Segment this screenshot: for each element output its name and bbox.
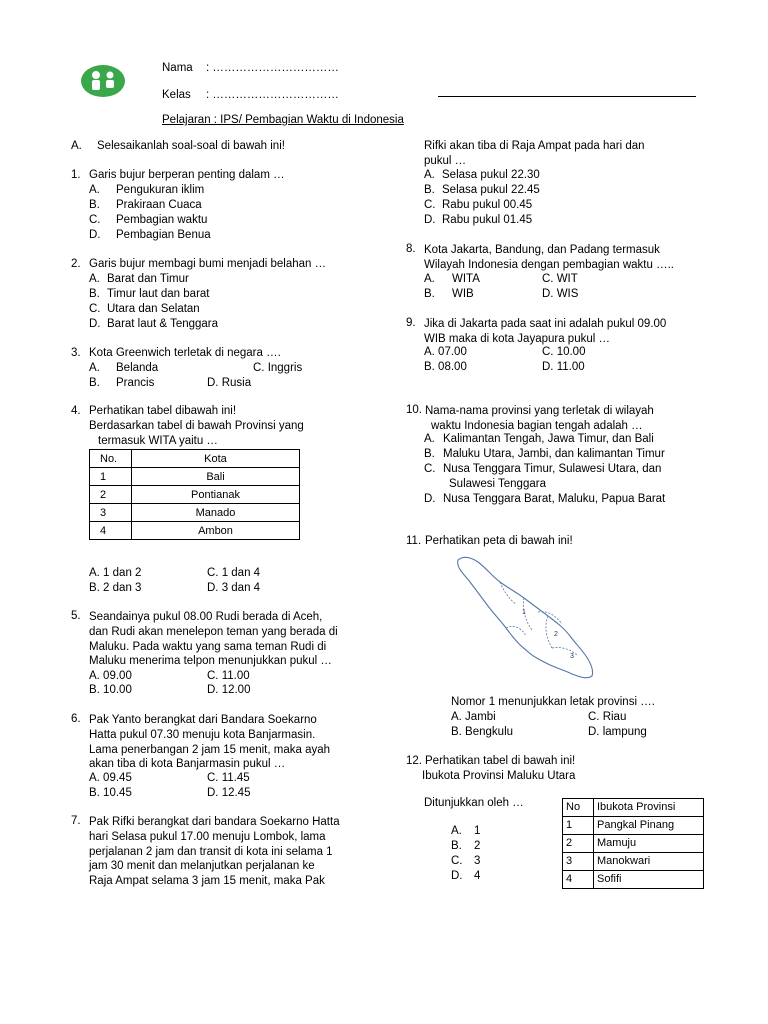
q2-option-key: A. (89, 273, 100, 285)
q5-line: Maluku menerima telpon menunjukkan pukul … (89, 655, 332, 668)
sumatra-map (452, 552, 602, 684)
q1-option-key: C. (89, 214, 101, 226)
q8-line: Wilayah Indonesia dengan pembagian waktu ….. (424, 258, 674, 271)
q12-subtitle: Ibukota Provinsi Maluku Utara (422, 770, 576, 782)
q2-option: Barat dan Timur (107, 273, 189, 285)
q5-option-a: A. 09.00 (89, 670, 132, 682)
q5-line: Seandainya pukul 08.00 Rudi berada di Aceh, (89, 611, 323, 623)
q3-option-d: D. Rusia (207, 377, 252, 389)
q12-ditunjukkan: Ditunjukkan oleh … (424, 797, 524, 809)
section-title: Selesaikanlah soal-soal di bawah ini! (97, 140, 285, 152)
q5-option-c: C. 11.00 (207, 670, 250, 682)
q12-option: 1 (474, 825, 481, 837)
q7-line: Pak Rifki berangkat dari bandara Soekarno Hatta (89, 816, 340, 828)
q4-cell-no: 3 (90, 504, 132, 522)
q4-option-d: D. 3 dan 4 (207, 582, 261, 594)
q11-option-a: A. Jambi (451, 711, 496, 723)
q7-line: hari Selasa pukul 17.00 menuju Lombok, lama (89, 830, 326, 843)
q9-line: WIB maka di kota Jayapura pukul … (424, 332, 610, 345)
map-label: 3 (570, 653, 574, 660)
q1-option-key: A. (89, 184, 100, 196)
q7-option-key: A. (424, 169, 435, 181)
q3-option-a: Belanda (116, 362, 159, 374)
q3-option-a-key: A. (89, 362, 100, 374)
q12-cell-ibukota: Pangkal Pinang (594, 817, 704, 835)
q10-number: 10. (406, 404, 422, 416)
q11-option-c: C. Riau (588, 711, 627, 723)
q10-option: Nusa Tenggara Barat, Maluku, Papua Barat (443, 493, 666, 505)
q4-line1: Perhatikan tabel dibawah ini! (89, 405, 237, 417)
q9-option-a: A. 07.00 (424, 346, 467, 358)
q7-option: Rabu pukul 00.45 (442, 199, 533, 211)
q10-option: Maluku Utara, Jambi, dan kalimantan Timur (443, 448, 665, 460)
q1-option: Pembagian waktu (116, 214, 208, 226)
q8-number: 8. (406, 243, 416, 255)
q10-option: Kalimantan Tengah, Jawa Timur, dan Bali (443, 433, 654, 445)
q1-option: Pembagian Benua (116, 229, 211, 241)
section-letter: A. (71, 140, 82, 152)
q6-line: Pak Yanto berangkat dari Bandara Soekarno (89, 714, 317, 726)
q12-option-key: C. (451, 855, 463, 867)
q12-option-key: B. (451, 840, 462, 852)
q12-cell-ibukota: Mamuju (594, 835, 704, 853)
q7-option: Rabu pukul 01.45 (442, 214, 533, 226)
q12-table (562, 798, 704, 889)
school-logo-icon (80, 64, 126, 98)
q5-option-d: D. 12.00 (207, 684, 251, 696)
q12-option: 2 (474, 840, 481, 852)
q12-cell-ibukota: Sofifi (594, 871, 704, 889)
nama-field: : …………………………… (206, 62, 339, 74)
q7-text (89, 815, 340, 889)
q9-option-c: C. 10.00 (542, 346, 586, 358)
q6-line: akan tiba di kota Banjarmasin pukul … (89, 758, 286, 771)
q8-option-c: C. WIT (542, 273, 578, 285)
q5-number: 5. (71, 610, 81, 622)
q12-cell-no: 2 (563, 835, 594, 853)
q4-line2: Berdasarkan tabel di bawah Provinsi yang (89, 420, 304, 432)
q4-cell-kota: Ambon (132, 522, 300, 540)
q8-option-b: WIB (452, 288, 474, 300)
table-row (90, 522, 300, 540)
q6-option-b: B. 10.45 (89, 787, 132, 799)
subject-title: Pelajaran : IPS/ Pembagian Waktu di Indonesia (162, 114, 404, 126)
q10-line: waktu Indonesia bagian tengah adalah … (431, 419, 643, 432)
q4-col-no: No. (90, 450, 132, 468)
q4-cell-no: 4 (90, 522, 132, 540)
q4-col-kota: Kota (132, 450, 300, 468)
q1-option-key: B. (89, 199, 100, 211)
q10-option-key: D. (424, 493, 436, 505)
q11-text: Perhatikan peta di bawah ini! (425, 535, 573, 547)
q1-option: Prakiraan Cuaca (116, 199, 202, 211)
nama-label: Nama (162, 62, 193, 74)
q12-col-ibukota: Ibukota Provinsi (594, 799, 704, 817)
q12-col-no: No (563, 799, 594, 817)
q4-cell-kota: Pontianak (132, 486, 300, 504)
q4-cell-no: 2 (90, 486, 132, 504)
q7-line: perjalanan 2 jam dan transit di kota ini selama 1 (89, 845, 333, 858)
q4-option-b: B. 2 dan 3 (89, 582, 142, 594)
q4-number: 4. (71, 405, 81, 417)
q12-table-header (563, 799, 704, 817)
q12-cell-no: 1 (563, 817, 594, 835)
q12-option: 4 (474, 870, 481, 882)
q10-option: Nusa Tenggara Timur, Sulawesi Utara, dan (443, 463, 662, 475)
table-row (563, 817, 704, 835)
q1-text: Garis bujur berperan penting dalam … (89, 169, 285, 181)
q4-cell-kota: Bali (132, 468, 300, 486)
q5-line: Maluku. Pada waktu yang sama teman Rudi di (89, 640, 327, 653)
q3-option-c: C. Inggris (253, 362, 303, 374)
q4-line3: termasuk WITA yaitu … (98, 435, 218, 447)
q4-cell-no: 1 (90, 468, 132, 486)
q4-cell-kota: Manado (132, 504, 300, 522)
table-row (563, 853, 704, 871)
q2-option: Timur laut dan barat (107, 288, 210, 300)
q7-continuation (424, 139, 645, 169)
q3-option-b: Prancis (116, 377, 155, 389)
q9-text (424, 317, 666, 347)
q10-option: Sulawesi Tenggara (449, 478, 546, 490)
q2-number: 2. (71, 258, 81, 270)
q6-line: Lama penerbangan 2 jam 15 menit, maka ayah (89, 743, 331, 756)
q8-option-a-key: A. (424, 273, 435, 285)
q11-question: Nomor 1 menunjukkan letak provinsi …. (451, 696, 655, 708)
q5-text (89, 610, 338, 669)
q2-text: Garis bujur membagi bumi menjadi belahan … (89, 258, 327, 270)
q7-number: 7. (71, 815, 81, 827)
q8-option-b-key: B. (424, 288, 435, 300)
q11-number: 11. (406, 535, 422, 547)
q7-cont-line: pukul … (424, 154, 467, 167)
table-row (90, 468, 300, 486)
q10-line: Nama-nama provinsi yang terletak di wilayah (425, 405, 654, 417)
q7-option-key: D. (424, 214, 436, 226)
map-label: 2 (554, 631, 558, 638)
q9-line: Jika di Jakarta pada saat ini adalah pukul 09.00 (424, 318, 667, 330)
table-row (563, 871, 704, 889)
q3-option-b-key: B. (89, 377, 100, 389)
q2-option-key: D. (89, 318, 101, 330)
q8-option-a: WITA (452, 273, 480, 285)
q7-option-key: C. (424, 199, 436, 211)
q3-text: Kota Greenwich terletak di negara …. (89, 347, 281, 359)
q2-option-key: C. (89, 303, 101, 315)
q1-option-key: D. (89, 229, 101, 241)
table-row (90, 486, 300, 504)
q6-option-c: C. 11.45 (207, 772, 250, 784)
q12-cell-no: 3 (563, 853, 594, 871)
header-rule (438, 96, 696, 97)
kelas-field: : …………………………… (206, 89, 339, 101)
q12-number: 12. (406, 755, 422, 767)
q6-option-d: D. 12.45 (207, 787, 251, 799)
q4-table (89, 449, 300, 540)
q4-option-c: C. 1 dan 4 (207, 567, 261, 579)
q2-option: Barat laut & Tenggara (107, 318, 219, 330)
q7-line: Raja Ampat selama 3 jam 15 menit, maka Pak (89, 875, 325, 888)
q12-option: 3 (474, 855, 481, 867)
q9-number: 9. (406, 317, 416, 329)
q12-cell-ibukota: Manokwari (594, 853, 704, 871)
q2-option: Utara dan Selatan (107, 303, 200, 315)
q4-option-a: A. 1 dan 2 (89, 567, 142, 579)
q6-option-a: A. 09.45 (89, 772, 132, 784)
q5-option-b: B. 10.00 (89, 684, 132, 696)
q7-option-key: B. (424, 184, 435, 196)
q8-option-d: D. WIS (542, 288, 579, 300)
q7-line: jam 30 menit dan melanjutkan perjalanan ke (89, 860, 315, 873)
kelas-label: Kelas (162, 89, 191, 101)
q5-line: dan Rudi akan menelepon teman yang berada di (89, 625, 338, 638)
q1-number: 1. (71, 169, 81, 181)
province-borders (500, 582, 578, 656)
q6-number: 6. (71, 713, 81, 725)
q7-option: Selasa pukul 22.45 (442, 184, 540, 196)
q2-option-key: B. (89, 288, 100, 300)
q9-option-d: D. 11.00 (542, 361, 585, 373)
q3-number: 3. (71, 347, 81, 359)
q8-line: Kota Jakarta, Bandung, dan Padang termasuk (424, 244, 660, 256)
q11-option-b: B. Bengkulu (451, 726, 514, 738)
q8-text (424, 243, 674, 273)
q1-option: Pengukuran iklim (116, 184, 205, 196)
q12-option-key: D. (451, 870, 463, 882)
q12-option-key: A. (451, 825, 462, 837)
q10-option-key: B. (424, 448, 435, 460)
q9-option-b: B. 08.00 (424, 361, 467, 373)
table-row (90, 504, 300, 522)
q4-table-header (90, 450, 300, 468)
q12-cell-no: 4 (563, 871, 594, 889)
map-label: 1 (522, 609, 526, 616)
q11-option-d: D. lampung (588, 726, 647, 738)
q7-cont-line: Rifki akan tiba di Raja Ampat pada hari dan (424, 140, 645, 152)
q12-text: Perhatikan tabel di bawah ini! (425, 755, 576, 767)
q6-text (89, 713, 330, 772)
q10-option-key: C. (424, 463, 436, 475)
q7-option: Selasa pukul 22.30 (442, 169, 540, 181)
table-row (563, 835, 704, 853)
q10-option-key: A. (424, 433, 435, 445)
q10-text (425, 404, 654, 434)
q6-line: Hatta pukul 07.30 menuju kota Banjarmasin. (89, 728, 316, 741)
